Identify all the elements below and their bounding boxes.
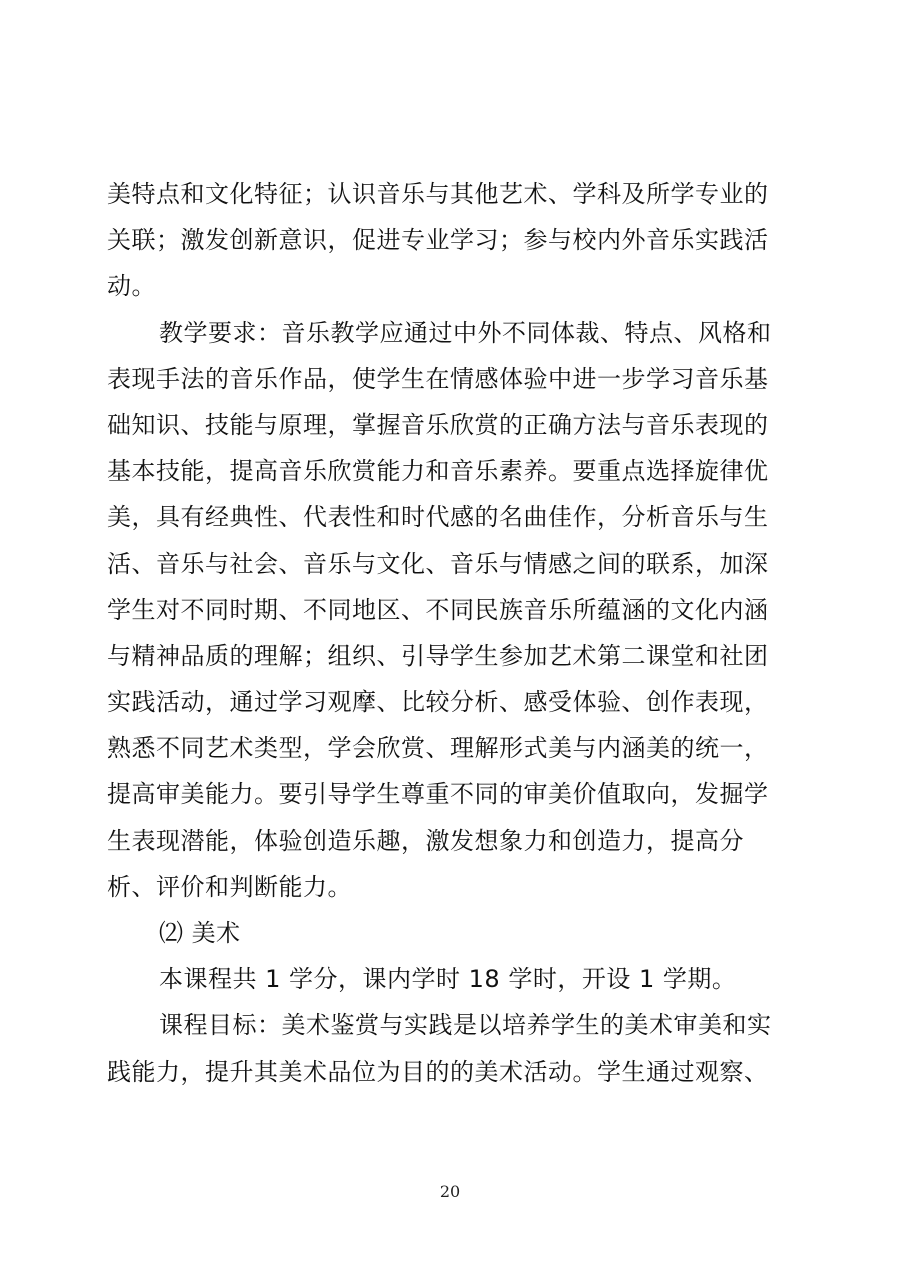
text-line: 学生对不同时期、不同地区、不同民族音乐所蕴涵的文化内涵 bbox=[107, 595, 769, 624]
text-line: 与精神品质的理解；组织、引导学生参加艺术第二课堂和社团 bbox=[107, 641, 769, 670]
text-line: 美特点和文化特征；认识音乐与其他艺术、学科及所学专业的 bbox=[107, 180, 769, 208]
text-line: 生表现潜能，体验创造乐趣，激发想象力和创造力，提高分 bbox=[107, 826, 744, 855]
section-heading: ⑵ 美术 bbox=[159, 919, 241, 947]
text-line: 动。 bbox=[107, 272, 156, 301]
paragraph-start-line: 课程目标：美术鉴赏与实践是以培养学生的美术审美和实 bbox=[159, 1011, 772, 1040]
text-line: 实践活动，通过学习观摩、比较分析、感受体验、创作表现， bbox=[107, 688, 769, 717]
paragraph-start-line: 本课程共 1 学分，课内学时 18 学时，开设 1 学期。 bbox=[159, 965, 737, 994]
page-number: 20 bbox=[439, 1182, 461, 1201]
document-body bbox=[107, 171, 787, 1095]
text-line: 践能力，提升其美术品位为目的的美术活动。学生通过观察、 bbox=[107, 1057, 769, 1086]
text-line: 表现手法的音乐作品，使学生在情感体验中进一步学习音乐基 bbox=[107, 364, 769, 393]
text-line: 提高审美能力。要引导学生尊重不同的审美价值取向，发掘学 bbox=[107, 780, 769, 809]
text-line: 美，具有经典性、代表性和时代感的名曲佳作，分析音乐与生 bbox=[107, 503, 769, 532]
paragraph-start-line: 教学要求：音乐教学应通过中外不同体裁、特点、风格和 bbox=[159, 318, 772, 347]
text-line: 析、评价和判断能力。 bbox=[107, 872, 352, 901]
text-line: 活、音乐与社会、音乐与文化、音乐与情感之间的联系，加深 bbox=[107, 549, 769, 578]
text-line: 基本技能，提高音乐欣赏能力和音乐素养。要重点选择旋律优 bbox=[107, 457, 769, 486]
text-line: 关联；激发创新意识，促进专业学习；参与校内外音乐实践活 bbox=[107, 226, 769, 255]
text-line: 熟悉不同艺术类型，学会欣赏、理解形式美与内涵美的统一， bbox=[107, 734, 769, 763]
text-line: 础知识、技能与原理，掌握音乐欣赏的正确方法与音乐表现的 bbox=[107, 410, 769, 439]
